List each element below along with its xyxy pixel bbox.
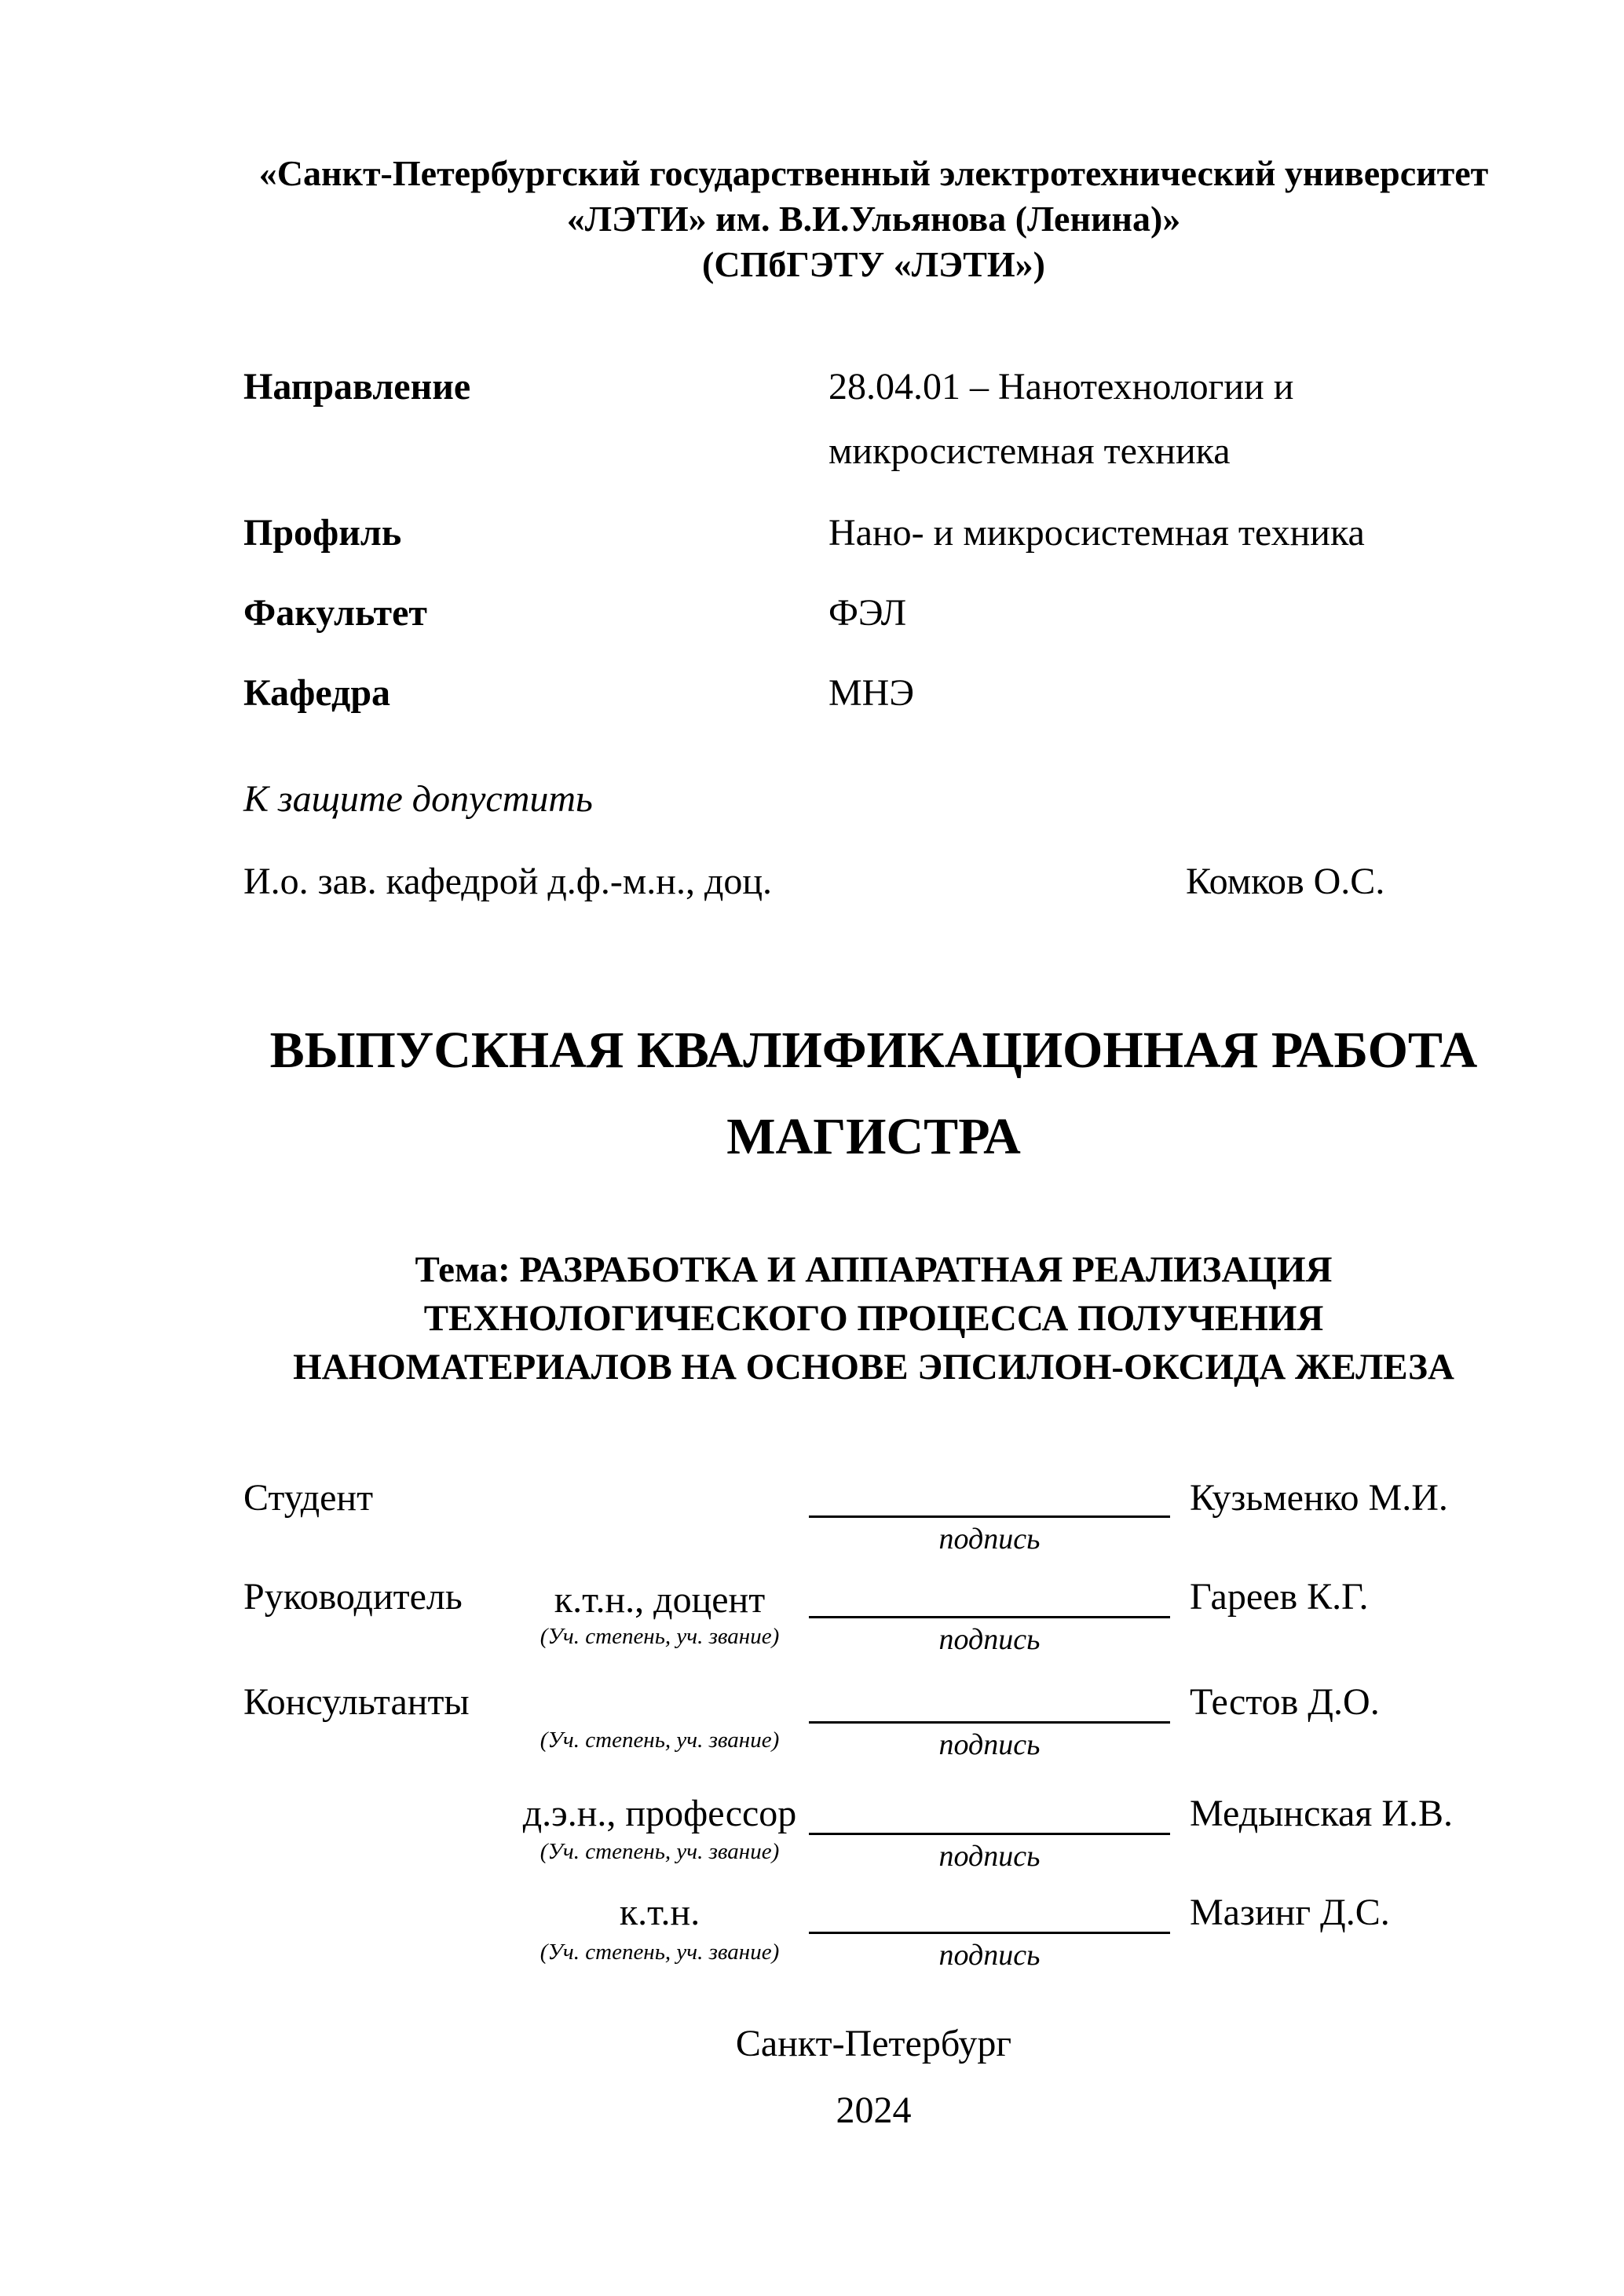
field-value-direction-line1: 28.04.01 – Нанотехнологии и bbox=[828, 366, 1294, 408]
field-value-faculty: ФЭЛ bbox=[828, 592, 907, 634]
degree-caption: (Уч. степень, уч. звание) bbox=[540, 1624, 780, 1649]
supervisor-degree: к.т.н., доцент bbox=[554, 1579, 766, 1621]
field-label-faculty: Факультет bbox=[243, 592, 427, 634]
signature-line bbox=[809, 1515, 1170, 1518]
consultant-3-degree: к.т.н. bbox=[619, 1892, 700, 1933]
topic-line-3: НАНОМАТЕРИАЛОВ НА ОСНОВЕ ЭПСИЛОН-ОКСИДА ЖЕЛЕЗА bbox=[293, 1347, 1454, 1387]
supervisor-name: Гареев К.Г. bbox=[1190, 1576, 1369, 1618]
degree-caption: (Уч. степень, уч. звание) bbox=[540, 1940, 780, 1965]
degree-caption: (Уч. степень, уч. звание) bbox=[540, 1839, 780, 1864]
role-label-consultants: Консультанты bbox=[243, 1681, 470, 1723]
signature-line bbox=[809, 1721, 1170, 1724]
signature-caption: подпись bbox=[938, 1728, 1041, 1761]
admission-note: К защите допустить bbox=[243, 778, 593, 820]
work-type-title-line-1: ВЫПУСКНАЯ КВАЛИФИКАЦИОННАЯ РАБОТА bbox=[269, 1022, 1478, 1079]
field-value-direction-line2: микросистемная техника bbox=[828, 430, 1231, 472]
topic-line-2: ТЕХНОЛОГИЧЕСКОГО ПРОЦЕССА ПОЛУЧЕНИЯ bbox=[423, 1298, 1324, 1339]
field-label-profile: Профиль bbox=[243, 512, 402, 554]
university-name-line-1: «Санкт-Петербургский государственный электротехнический университет bbox=[258, 153, 1489, 193]
admission-position: И.о. зав. кафедрой д.ф.-м.н., доц. bbox=[243, 861, 773, 902]
consultant-2-degree: д.э.н., профессор bbox=[522, 1793, 797, 1834]
role-label-supervisor: Руководитель bbox=[243, 1576, 463, 1618]
signature-line bbox=[809, 1616, 1170, 1618]
degree-caption: (Уч. степень, уч. звание) bbox=[540, 1727, 780, 1753]
university-name-line-2: «ЛЭТИ» им. В.И.Ульянова (Ленина)» bbox=[566, 199, 1181, 239]
topic-block bbox=[243, 1245, 1504, 1391]
signature-caption: подпись bbox=[938, 1939, 1041, 1972]
consultant-1-name: Тестов Д.О. bbox=[1190, 1681, 1380, 1723]
consultant-3-name: Мазинг Д.С. bbox=[1190, 1892, 1390, 1933]
field-value-profile: Нано- и микросистемная техника bbox=[828, 512, 1365, 554]
admission-approver-name: Комков О.С. bbox=[1186, 861, 1385, 902]
work-type-title-line-2: МАГИСТРА bbox=[726, 1108, 1021, 1165]
consultant-2-name: Медынская И.В. bbox=[1190, 1793, 1454, 1834]
footer-year: 2024 bbox=[836, 2089, 912, 2131]
footer-city: Санкт-Петербург bbox=[735, 2023, 1012, 2064]
signature-caption: подпись bbox=[938, 1523, 1041, 1556]
signature-caption: подпись bbox=[938, 1840, 1041, 1873]
field-label-department: Кафедра bbox=[243, 672, 391, 714]
university-header bbox=[243, 151, 1504, 287]
field-value-department: МНЭ bbox=[828, 672, 915, 714]
signature-line bbox=[809, 1932, 1170, 1934]
field-label-direction: Направление bbox=[243, 366, 471, 408]
topic-line-1: Тема: РАЗРАБОТКА И АППАРАТНАЯ РЕАЛИЗАЦИЯ bbox=[415, 1249, 1333, 1290]
university-abbreviation: (СПбГЭТУ «ЛЭТИ») bbox=[702, 244, 1045, 284]
signature-caption: подпись bbox=[938, 1623, 1041, 1656]
student-name: Кузьменко М.И. bbox=[1190, 1477, 1448, 1519]
signature-line bbox=[809, 1833, 1170, 1835]
role-label-student: Студент bbox=[243, 1477, 374, 1519]
